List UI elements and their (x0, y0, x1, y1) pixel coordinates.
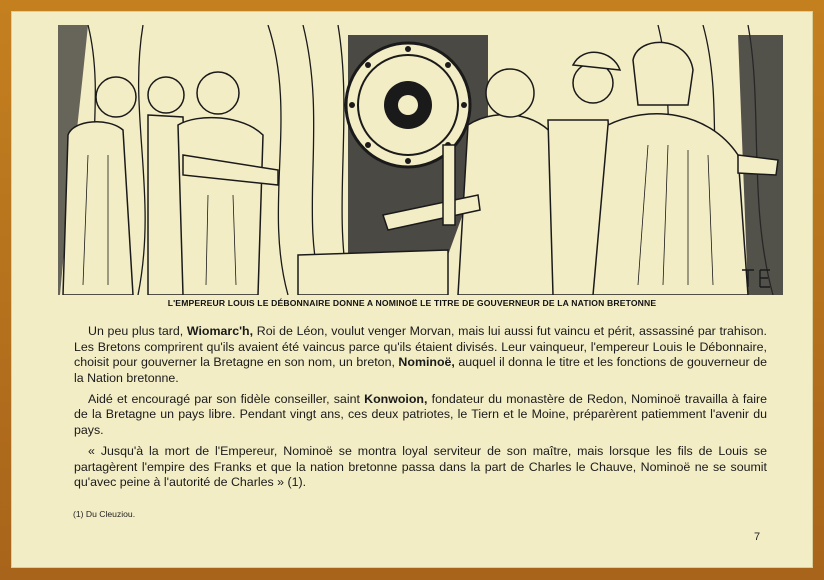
body-text (74, 324, 767, 496)
illustration (48, 25, 783, 295)
paragraph-1: Un peu plus tard, Wiomarc'h, Roi de Léon, voulut venger Morvan, mais lui aussi fut vaincu et périt, assassiné par trahison. Les Bretons comprirent qu'ils avaient été vaincus parce qu'ils étaient divisés. Leur vainqueur, l'empereur Louis le Débonnaire, choisit pour gouverner la Bretagne en son nom, un breton, Nominoë, auquel il donna le titre et les fonctions de gouverneur de la Nation bretonne. (74, 324, 767, 385)
paragraph-2: Aidé et encouragé par son fidèle conseiller, saint Konwoion, fondateur du monastère de Redon, Nominoë travailla à faire de la Bretagne un pays libre. Pendant vingt ans, ces deux patriotes, le Tiern et le Moine, préparèrent patiemment l'avenir du pays. (74, 391, 767, 438)
page-number: 7 (754, 531, 761, 543)
book-page (11, 11, 813, 568)
paragraph-3: « Jusqu'à la mort de l'Empereur, Nominoë se montra loyal serviteur de son maître, mais lorsque les fils de Louis se partagèrent l'empire des Franks et que la nation bretonne passa dans la part de Charles le Chauve, Nominoë ne se soumit qu'avec peine à l'autorité de Charles » (1). (74, 444, 767, 490)
name-nominoe: Nominoë, (398, 355, 455, 370)
illustration-caption: L'EMPEREUR LOUIS LE DÉBONNAIRE DONNE A NOMINOË LE TITRE DE GOUVERNEUR DE LA NATION BRETONNE (167, 298, 657, 308)
name-wiomarch: Wiomarc'h, (186, 324, 254, 338)
name-konwoion: Konwoion, (364, 391, 428, 406)
footnote: (1) Du Cleuziou. (73, 509, 136, 519)
